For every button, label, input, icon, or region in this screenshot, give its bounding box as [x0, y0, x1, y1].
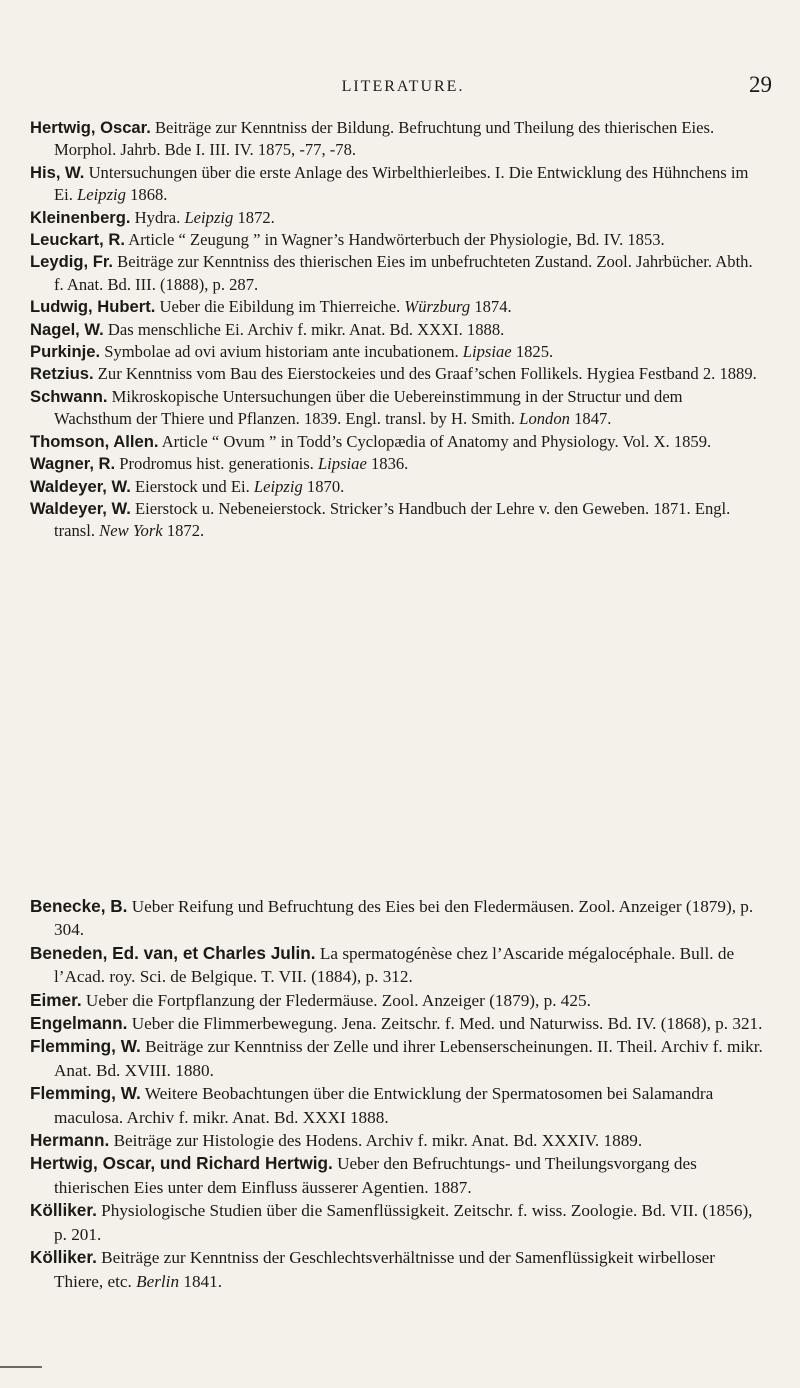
reference-text: Physiologische Studien über die Samenflüssigkeit. Zeitschr. f. wiss. Zoologie. Bd. VII. (1856), p. 201. [54, 1201, 753, 1244]
reference-entry [30, 476, 764, 498]
reference-place: Leipzig [253, 476, 303, 496]
reference-year: 1847. [574, 409, 612, 429]
page-number: 29 [749, 72, 772, 97]
reference-author: Benecke, B. [30, 896, 128, 916]
reference-text: Beiträge zur Kenntniss des thierischen Eies im unbefruchteten Zustand. Zool. Jahrbücher. Abth. f. Anat. Bd. III. (1888), p. 287. [54, 252, 753, 294]
reference-author: Engelmann. [30, 1013, 128, 1034]
reference-text: Ueber die Fortpflanzung der Fledermäuse. Zool. Anzeiger (1879), p. 425. [85, 990, 591, 1010]
reference-text: Article “ Ovum ” in Todd’s Cyclopædia of Anatomy and Physiology. Vol. X. 1859. [161, 431, 712, 451]
reference-list-secondary [30, 895, 764, 1293]
reference-text: Mikroskopische Untersuchungen über die Uebereinstimmung in der Structur und dem Wachsthum der Thiere und Pflanzen. 1839. Engl. transl. by H. Smith. [54, 386, 683, 429]
reference-text: Beiträge zur Histologie des Hodens. Archiv f. mikr. Anat. Bd. XXXIV. 1889. [113, 1131, 643, 1151]
reference-place: Leipzig [184, 207, 234, 227]
reference-entry [30, 989, 764, 1012]
reference-text: Article “ Zeugung ” in Wagner’s Handwörterbuch der Physiologie, Bd. IV. 1853. [128, 230, 665, 250]
reference-entry [30, 1012, 764, 1035]
reference-entry [30, 229, 764, 251]
reference-text: Das menschliche Ei. Archiv f. mikr. Anat. Bd. XXXI. 1888. [107, 319, 505, 339]
reference-author: Ludwig, Hubert. [30, 297, 156, 317]
page-header [30, 72, 776, 108]
reference-year: 1874. [474, 297, 512, 317]
reference-year: 1870. [306, 476, 345, 496]
reference-author: Hertwig, Oscar. [30, 118, 151, 137]
reference-author: Nagel, W. [30, 319, 104, 339]
reference-list-primary [30, 117, 764, 543]
reference-text: Beiträge zur Kenntniss der Geschlechtsverhältnisse und der Samenflüssigkeit wirbelloser Thiere, etc. [54, 1248, 715, 1291]
reference-text: Eierstock u. Nebeneierstock. Stricker’s Handbuch der Lehre v. den Geweben. 1871. Engl. transl. [54, 498, 731, 541]
reference-place: Leipzig [77, 185, 126, 205]
reference-text: Symbolae ad ovi avium historiam ante incubationem. [104, 342, 459, 362]
reference-place: New York [99, 521, 163, 541]
reference-entry [30, 386, 764, 431]
running-title: LITERATURE. [341, 78, 465, 95]
reference-entry [30, 1129, 764, 1152]
reference-entry [30, 162, 764, 207]
reference-entry [30, 319, 764, 341]
reference-author: Waldeyer, W. [30, 498, 131, 518]
reference-text: Eierstock und Ei. [134, 476, 250, 496]
reference-year: 1825. [515, 342, 554, 362]
reference-text: Zur Kenntniss vom Bau des Eierstockeies und des Graaf’schen Follikels. Hygiea Festband 2. 1889. [97, 364, 757, 384]
reference-author: Leydig, Fr. [30, 252, 113, 272]
reference-entry [30, 1246, 764, 1293]
reference-year: 1872. [166, 521, 205, 541]
reference-entry [30, 296, 764, 318]
reference-year: 1841. [183, 1271, 223, 1291]
reference-author: Retzius. [30, 364, 94, 384]
reference-entry [30, 453, 764, 475]
reference-place: Berlin [136, 1271, 180, 1291]
reference-entry [30, 1199, 764, 1246]
reference-author: Purkinje. [30, 342, 101, 362]
reference-place: Lipsiae [462, 342, 512, 362]
reference-place: Lipsiae [317, 454, 367, 474]
reference-year: 1872. [237, 207, 275, 227]
reference-text: Ueber die Eibildung im Thierreiche. [159, 297, 401, 317]
reference-text: Ueber Reifung und Befruchtung des Eies bei den Fledermäusen. Zool. Anzeiger (1879), p. 304. [54, 897, 754, 940]
reference-year: 1836. [370, 454, 409, 474]
reference-author: Leuckart, R. [30, 230, 125, 250]
reference-text: Untersuchungen über die erste Anlage des Wirbelthierleibes. I. Die Entwicklung des Hühnchens im Ei. [54, 162, 749, 205]
reference-year: 1868. [130, 185, 168, 205]
reference-author: Kölliker. [30, 1200, 97, 1221]
reference-text: Ueber den Befruchtungs- und Theilungsvorgang des thierischen Eies unter dem Einfluss äusserer Agentien. 1887. [54, 1154, 697, 1197]
reference-entry [30, 431, 764, 453]
reference-entry [30, 1152, 764, 1199]
page-edge-mark [0, 1366, 42, 1368]
reference-entry [30, 251, 764, 296]
reference-author: Flemming, W. [30, 1083, 141, 1104]
reference-entry [30, 341, 764, 363]
reference-author: Flemming, W. [30, 1036, 141, 1057]
reference-entry [30, 117, 764, 162]
reference-author: Wagner, R. [30, 454, 116, 474]
reference-author: Kölliker. [30, 1247, 97, 1268]
reference-text: Beiträge zur Kenntniss der Zelle und ihrer Lebenserscheinungen. II. Theil. Archiv f. mikr. Anat. Bd. XVIII. 1880. [54, 1037, 763, 1080]
reference-author: Beneden, Ed. van, et Charles Julin. [30, 942, 316, 963]
reference-author: Hertwig, Oscar, und Richard Hertwig. [30, 1153, 333, 1174]
reference-place: London [519, 409, 570, 429]
reference-place: Würzburg [404, 297, 471, 317]
reference-entry [30, 363, 764, 385]
reference-author: His, W. [30, 162, 85, 182]
reference-author: Schwann. [30, 386, 108, 406]
reference-author: Waldeyer, W. [30, 476, 131, 496]
reference-text: Weitere Beobachtungen über die Entwicklung der Spermatosomen bei Salamandra maculosa. Archiv f. mikr. Anat. Bd. XXXI 1888. [54, 1084, 714, 1127]
reference-entry [30, 942, 764, 989]
reference-entry [30, 1035, 764, 1082]
reference-entry [30, 207, 764, 229]
reference-text: Prodromus hist. generationis. [119, 454, 314, 474]
reference-author: Thomson, Allen. [30, 431, 159, 451]
reference-text: La spermatogénèse chez l’Ascaride mégalocéphale. Bull. de l’Acad. roy. Sci. de Belgique. T. VII. (1884), p. 312. [54, 943, 735, 987]
reference-entry [30, 1082, 764, 1129]
reference-entry [30, 498, 764, 543]
reference-author: Kleinenberg. [30, 207, 131, 227]
reference-text: Ueber die Flimmerbewegung. Jena. Zeitschr. f. Med. und Naturwiss. Bd. IV. (1868), p. 321. [131, 1014, 763, 1034]
reference-entry [30, 895, 764, 942]
reference-text: Beiträge zur Kenntniss der Bildung. Befruchtung und Theilung des thierischen Eies. Morphol. Jahrb. Bde I. III. IV. 1875, -77, -78. [54, 118, 715, 160]
reference-text: Hydra. [134, 207, 181, 227]
reference-author: Eimer. [30, 989, 82, 1010]
reference-author: Hermann. [30, 1130, 110, 1151]
